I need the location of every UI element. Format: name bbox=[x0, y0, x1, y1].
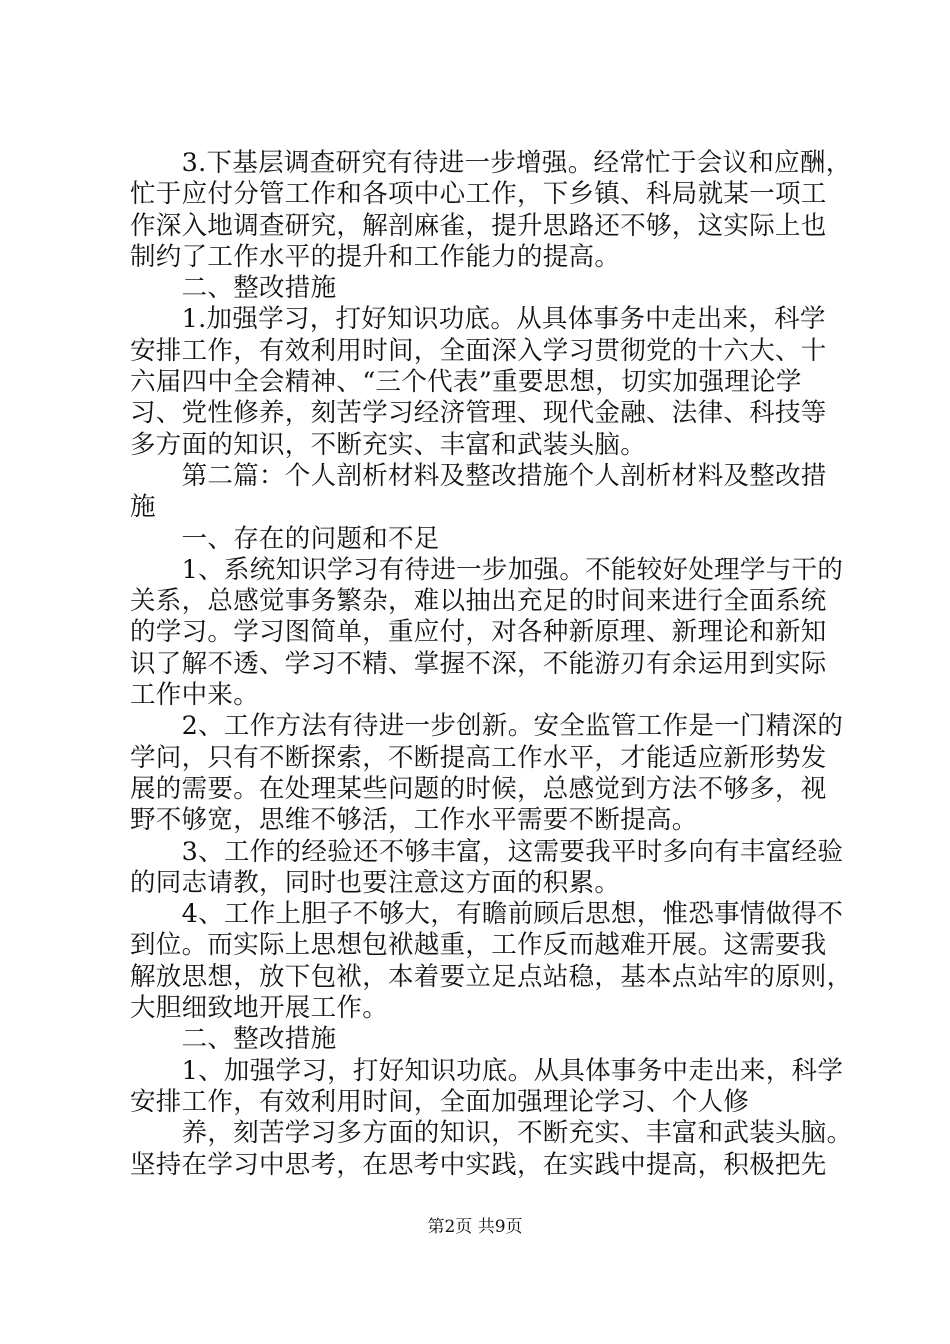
text-line: 多方面的知识，不断充实、丰富和武装头脑。 bbox=[130, 429, 647, 460]
text-line: 习、党性修养，刻苦学习经济管理、现代金融、法律、科技等 bbox=[130, 398, 827, 429]
chapter-heading: 第二篇：个人剖析材料及整改措施个人剖析材料及整改措 bbox=[130, 460, 827, 491]
section-heading: 一、存在的问题和不足 bbox=[130, 523, 440, 554]
text-line: 野不够宽，思维不够活，工作水平需要不断提高。 bbox=[130, 805, 698, 836]
text-line: 1、加强学习，打好知识功底。从具体事务中走出来，科学 bbox=[130, 1055, 844, 1086]
page-footer bbox=[0, 1216, 950, 1238]
text-line: 作深入地调查研究，解剖麻雀，提升思路还不够，这实际上也 bbox=[130, 210, 827, 241]
text-line: 的学习。学习图简单，重应付，对各种新原理、新理论和新知 bbox=[130, 617, 827, 648]
text-line: 识了解不透、学习不精、掌握不深，不能游刃有余运用到实际 bbox=[130, 648, 827, 679]
text-line: 4、工作上胆子不够大，有瞻前顾后思想，惟恐事情做得不 bbox=[130, 899, 844, 930]
text-line: 的同志请教，同时也要注意这方面的积累。 bbox=[130, 867, 621, 898]
section-heading: 二、整改措施 bbox=[130, 273, 337, 304]
text-line: 解放思想，放下包袱，本着要立足点站稳，基本点站牢的原则， bbox=[130, 961, 853, 992]
text-line: 工作中来。 bbox=[130, 680, 260, 711]
section-heading: 二、整改措施 bbox=[130, 1024, 337, 1055]
text-line: 1、系统知识学习有待进一步加强。不能较好处理学与干的 bbox=[130, 554, 844, 585]
text-line: 3、工作的经验还不够丰富，这需要我平时多向有丰富经验 bbox=[130, 836, 844, 867]
text-line: 安排工作，有效利用时间，全面深入学习贯彻党的十六大、十 bbox=[130, 335, 827, 366]
text-line: 2、工作方法有待进一步创新。安全监管工作是一门精深的 bbox=[130, 711, 844, 742]
text-line: 关系，总感觉事务繁杂，难以抽出充足的时间来进行全面系统 bbox=[130, 586, 827, 617]
text-line: 大胆细致地开展工作。 bbox=[130, 993, 389, 1024]
text-line: 3.下基层调查研究有待进一步增强。经常忙于会议和应酬， bbox=[130, 148, 852, 178]
text-line: 到位。而实际上思想包袱越重，工作反而越难开展。这需要我 bbox=[130, 930, 827, 961]
document-body bbox=[130, 148, 853, 1181]
page-indicator: 第2页 共9页 bbox=[427, 1217, 523, 1237]
text-line: 1.加强学习，打好知识功底。从具体事务中走出来，科学 bbox=[130, 304, 826, 335]
text-line: 坚持在学习中思考，在思考中实践，在实践中提高，积极把先 bbox=[130, 1149, 827, 1180]
text-line: 六届四中全会精神、“三个代表”重要思想，切实加强理论学 bbox=[130, 367, 802, 398]
chapter-heading: 施 bbox=[130, 492, 156, 523]
text-line: 安排工作，有效利用时间，全面加强理论学习、个人修 bbox=[130, 1086, 750, 1117]
text-line: 忙于应付分管工作和各项中心工作，下乡镇、科局就某一项工 bbox=[130, 179, 827, 210]
text-line: 养，刻苦学习多方面的知识，不断充实、丰富和武装头脑。 bbox=[130, 1118, 853, 1149]
text-line: 展的需要。在处理某些问题的时候，总感觉到方法不够多，视 bbox=[130, 773, 827, 804]
text-line: 学问，只有不断探索，不断提高工作水平，才能适应新形势发 bbox=[130, 742, 827, 773]
text-line: 制约了工作水平的提升和工作能力的提高。 bbox=[130, 241, 621, 272]
